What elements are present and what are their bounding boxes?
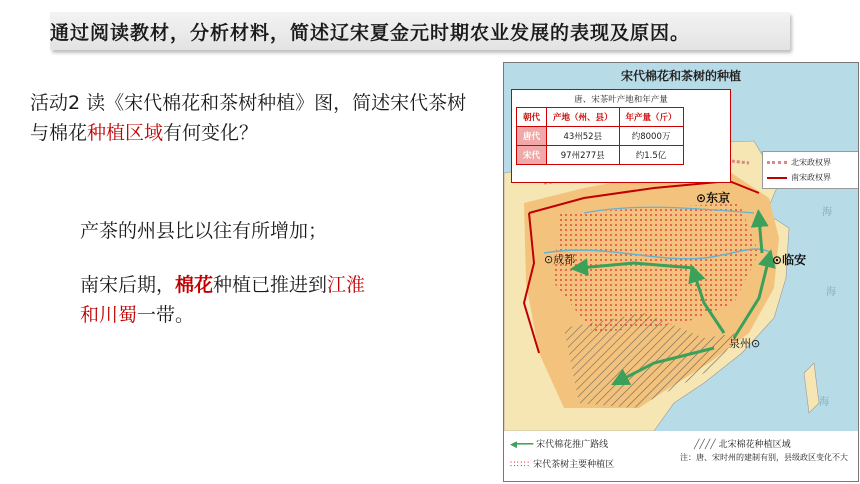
table-caption: 唐、宋茶叶产地和年产量 [574,95,668,105]
answer-line-1: 产茶的州县比以往有所增加； [80,220,328,242]
question-text-1: 活动2 读《宋代棉花和茶树种植》图，简述宋代茶树与棉花 [30,92,467,144]
table-cell: 唐代 [517,127,547,146]
activity-question [30,88,480,148]
table-header: 产地（州、县） [547,108,620,127]
question-highlight: 种植区域 [87,122,164,144]
legend-note: 注：唐、宋时州的建制有别，县级政区变化不大 [680,453,848,462]
city-label: 成都 [553,253,576,266]
table-cell: 约1.5亿 [619,146,683,165]
legend-north-cotton [694,437,791,450]
city-linan: ⊙临安 [772,253,807,267]
title-bar [50,12,790,50]
legend-label: 北宋棉花种植区域 [718,440,791,450]
legend-label: 北宋政权界 [791,158,831,167]
north-border-swatch [767,161,787,164]
route-arrow-icon: ◀━━━ [510,440,534,450]
legend-tea [510,457,614,470]
legend-label: 宋代棉花推广路线 [536,440,609,450]
legend-south [767,172,831,183]
legend-label: 南宋政权界 [791,173,831,182]
answer-region-2: 和川蜀 [80,304,138,326]
boundary-legend [762,151,859,189]
city-label: 临安 [782,253,807,267]
answer-region: 江淮 [327,274,366,296]
table-cell: 43州52县 [547,127,620,146]
table-cell: 97州277县 [547,146,620,165]
sea-label: 海 [819,397,829,408]
tea-dots-icon: ∷∷∷ [510,460,531,470]
answer-line-2 [80,270,480,330]
map-legend [504,431,858,481]
map-title: 宋代棉花和茶树的种植 [620,69,741,83]
legend-label: 宋代茶树主要种植区 [533,460,615,470]
tea-production-table [511,89,731,183]
taiwan [804,363,819,413]
legend-north [767,157,831,168]
table-header: 年产量（斤） [619,108,683,127]
legend-route [510,437,608,450]
slide-title: 通过阅读教材，分析材料，简述辽宋夏金元时期农业发展的表现及原因。 [50,22,691,44]
answer-cotton: 棉花 [175,274,214,296]
south-border-swatch [767,177,787,179]
answer-text: 一带。 [137,304,195,326]
table-cell: 约8000万 [619,127,683,146]
city-label: 泉州 [729,337,751,350]
table-header-row [517,108,684,127]
answer-text: 种植已推进到 [213,274,328,296]
sea-label: 海 [826,287,836,298]
city-dongjing: ⊙东京 [696,191,731,205]
sea-label: 海 [822,207,832,218]
city-chengdu: ⊙成都 [544,253,576,266]
question-text-2: 有何变化？ [163,122,259,144]
answer-block [80,216,480,354]
city-label: 东京 [706,191,731,205]
table-cell: 宋代 [517,146,547,165]
table-row [517,127,684,146]
hatch-icon: ╱╱╱╱ [694,440,716,450]
table-row [517,146,684,165]
city-quanzhou: 泉州⊙ [729,337,761,350]
table-header: 朝代 [517,108,547,127]
table [516,107,684,165]
song-crop-map [503,62,859,482]
answer-text: 南宋后期， [80,274,176,296]
